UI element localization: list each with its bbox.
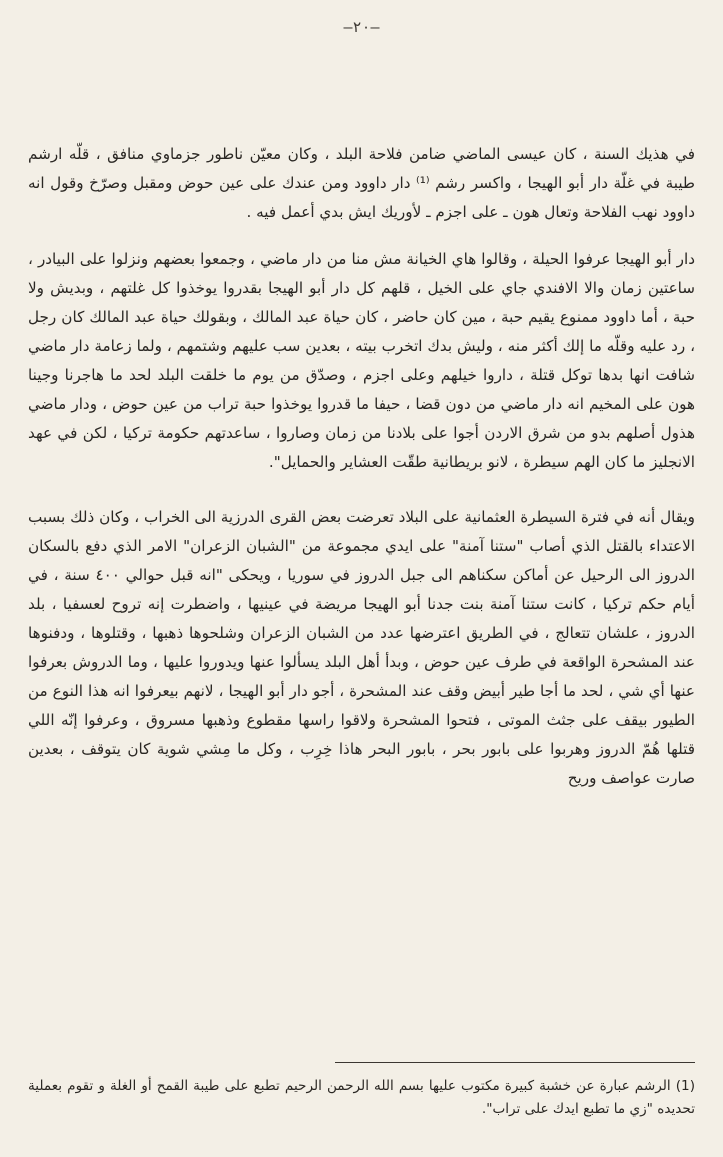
paragraph: في هذيك السنة ، كان عيسى الماضي ضامن فلاحة البلد ، وكان معيّن ناطور جزماوي منافق ، قلّه ارشم طيبة في غلّة دار أبو الهيجا ، واكسر رشم ⁽¹⁾ دار داوود ومن عندك على عين حوض ومقبل وصرّخ وقول انه داوود نهب الفلاحة وتعال هون ـ على اجزم ـ لأوريك ايش بدي أعمل فيه . — [28, 145, 695, 221]
footnote-divider — [335, 1062, 695, 1063]
paragraph: دار أبو الهيجا عرفوا الحيلة ، وقالوا هاي الخيانة مش منا من دار ماضي ، وجمعوا بعضهم ونزلوا على البيادر ، ساعتين زمان والا الافندي جاي على الخيل ، قلهم كل دار أبو الهيجا بقدروا يوخذوا كل غلتهم ، وبديش ولا حبة ، أما داوود ممنوع يقيم حبة ، مين كان حاضر ، كان حياة عبد المالك ، وبقولك حياة عبد المالك كان رجل ، رد عليه وقلّه ما إلك أكثر منه ، وليش بدك اتخرب بيته ، بعدين سب عليهم وشتمهم ، ولما زعامة دار ماضي شافت انها بدها توكل قتلة ، داروا خيلهم وعلى اجزم ، وصدّق من يوم ما خلقت البلد لحد ما هاجرنا وجينا هون على المخيم انه دار ماضي من دون قضا ، حيفا ما قدروا يوخذوا حبة تراب من عين حوض ، ودار ماضي هذول أصلهم بدو من شرق الاردن أجوا على بلادنا من زمان وصاروا ، ساعدتهم حكومة تركيا ، لكن في عهد الانجليز ما كان الهم سيطرة ، لانو بريطانية طقّت العشاير والحمايل". — [28, 250, 695, 471]
body-text — [28, 140, 695, 811]
paragraph: ويقال أنه في فترة السيطرة العثمانية على البلاد تعرضت بعض القرى الدرزية الى الخراب ، وكان ذلك بسبب الاعتداء بالقتل الذي أصاب "ستنا آمنة" على ايدي مجموعة من "الشبان الزعران" الامر الذي دفع بالسكان الدروز الى الرحيل عن أماكن سكناهم الى جبل الدروز في سوريا ، ويحكى "انه قبل حوالي ٤٠٠ سنة ، في أيام حكم تركيا ، كانت ستنا آمنة بنت جدنا أبو الهيجا مريضة في عينيها ، واضطرت إنه تروح لعسفيا ، بلد الدروز ، علشان تتعالج ، في الطريق اعترضها عدد من الشبان الزعران وشلحوها ذهبها ، وقتلوها ، ودفنوها عند المشحرة الواقعة في طرف عين حوض ، وبدأ أهل البلد يسألوا عنها ويدوروا عليها ، وما الدروش بعرفوا عنها أي شي ، لحد ما أجا طير أبيض وقف عند المشحرة ، أجو دار أبو الهيجا ، لانهم بيعرفوا انه هذا النوع من الطيور بيقف على جثث الموتى ، فتحوا المشحرة ولاقوا راسها مقطوع وذهبها مسروق ، وعرفوا إنّه اللي قتلها هُمّ الدروز وهربوا على بابور بحر ، بابور البحر هاذا خِرِب ، وكل ما مِشي شوية كان يتوقف ، بعدين صارت عواصف وريح — [28, 508, 695, 787]
page-number: —٢٠— — [343, 18, 380, 36]
footnotes — [28, 1075, 695, 1121]
footnote: (1) الرشم عبارة عن خشبة كبيرة مكتوب عليها بسم الله الرحمن الرحيم تطبع على طيبة القمح أو الغلة و تقوم بعملية تحديده "زي ما تطبع ايدك على تراب". — [28, 1078, 695, 1117]
